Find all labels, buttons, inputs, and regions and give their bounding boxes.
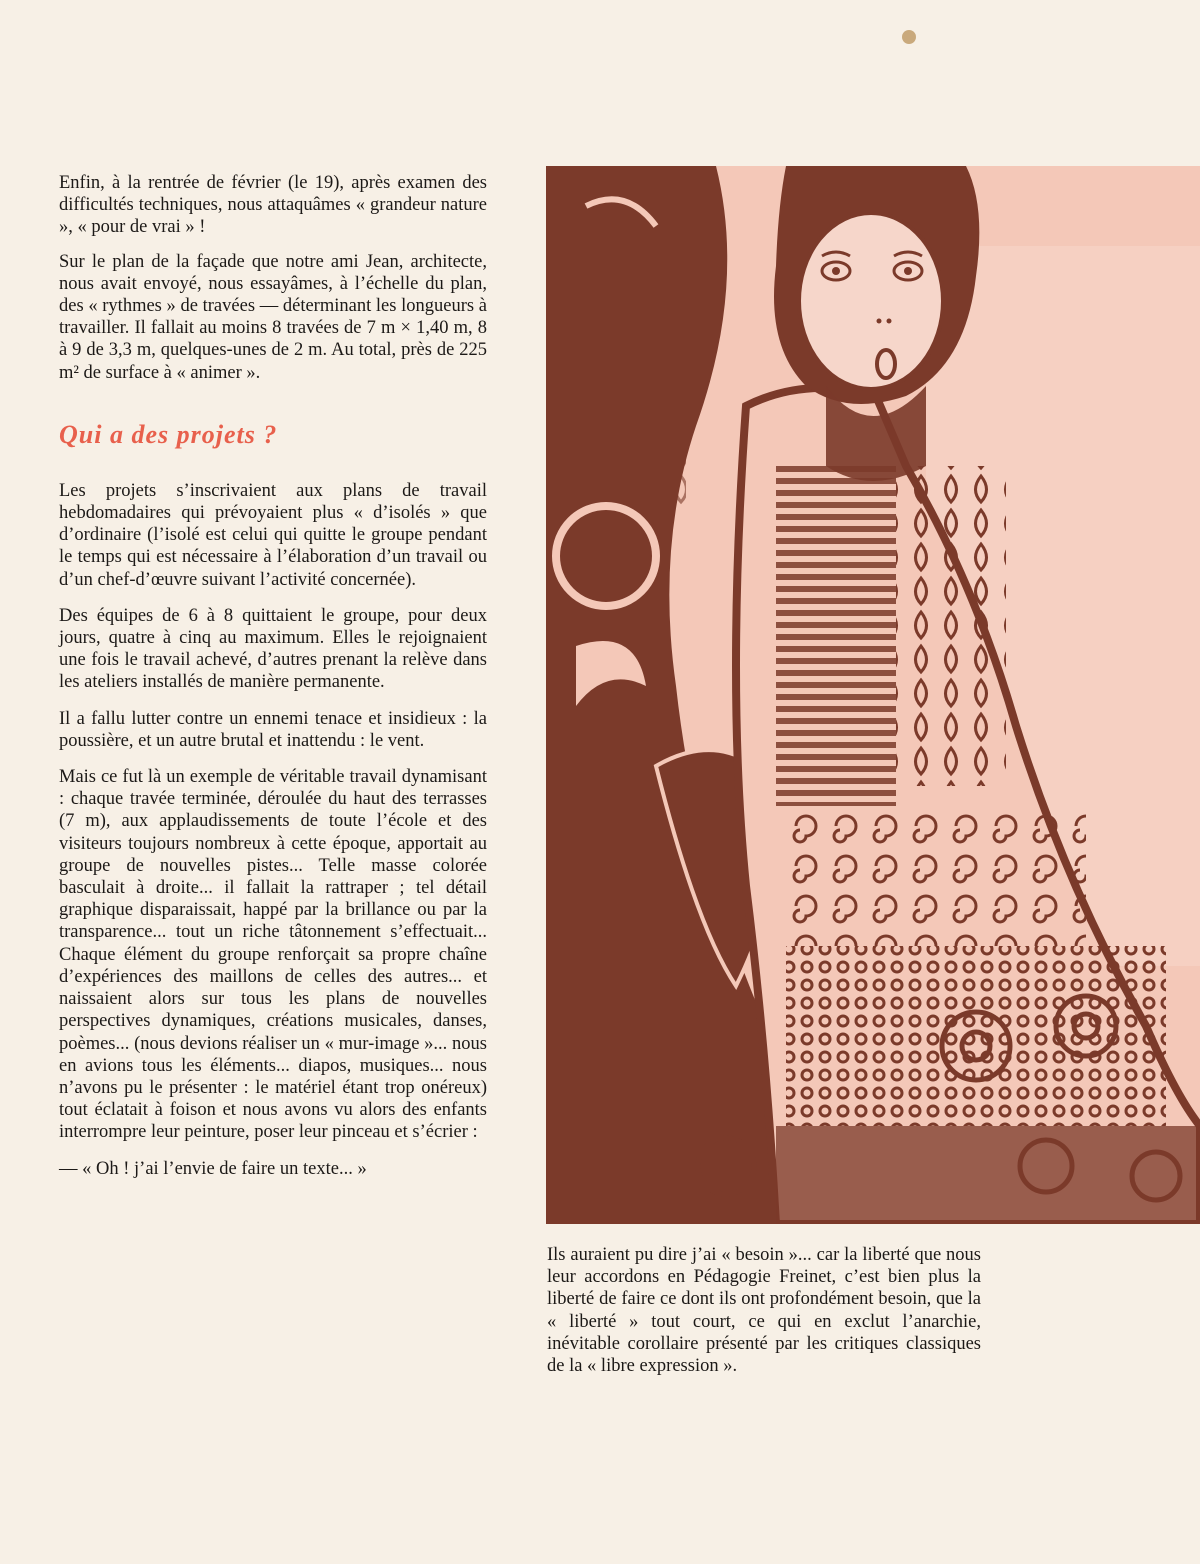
body-paragraph-2: Des équipes de 6 à 8 quittaient le groupe, pour deux jours, quatre à cinq au maximum. Elles le rejoignaient une fois le travail achevé, d’autres prenant la relève dans les ateliers installés de manière permanente. [59, 605, 487, 693]
intro-paragraph-2: Sur le plan de la façade que notre ami Jean, architecte, nous avait envoyé, nous essayâmes, à l’échelle du plan, des « rythmes » de travées — déterminant les longueurs à travailler. Il fallait au moins 8 travées de 7 m × 1,40 m, 8 à 9 de 3,3 m, quelques-unes de 2 m. Au total, près de 225 m² de surface à « animer ». [59, 251, 487, 383]
paper-stain [902, 30, 916, 44]
body-paragraph-1: Les projets s’inscrivaient aux plans de travail hebdomadaires qui prévoyaient plus « d’isolés » que d’ordinaire (l’isolé est celui qui quitte le groupe pendant le temps qui est nécessaire à l’élaboration d’un travail ou d’un chef-d’œuvre suivant l’activité concernée). [59, 480, 487, 590]
body-paragraph-4: Mais ce fut là un exemple de véritable travail dynamisant : chaque travée terminée, déroulée du haut des terrasses (7 m), aux applaudissements de toute l’école et des visiteurs toujours nombreux à cette époque, apportait au groupe de nouvelles pistes... Telle masse colorée basculait à droite... il fallait la rattraper ; tel détail graphique disparaissait, happé par la brillance ou par la transparence... tout un riche tâtonnement s’effectuait... Chaque élément du groupe renforçait sa propre chaîne d’expériences des maillons de celles des autres... et naissaient alors sur tous les plans de nouvelles perspectives dynamiques, créations musicales, danses, poèmes... (nous devions réaliser un « mur-image »... nous en avions tous les éléments... diapos, musiques... nous n’avons pu le présenter : le matériel étant trop onéreux) tout éclatait à foison et nous avons vu alors des enfants interrompre leur peinture, poser leur pinceau et s’écrier : [59, 767, 487, 1143]
mural-painting-photo [546, 166, 1200, 1224]
closing-quote: — « Oh ! j’ai l’envie de faire un texte... » [59, 1158, 367, 1179]
figure-caption: Ils auraient pu dire j’ai « besoin »... car la liberté que nous leur accordons en Pédagogie Freinet, c’est bien plus la liberté de faire ce dont ils ont profondément besoin, que la « liberté » tout court, ce qui en exclut l’anarchie, inévitable corollaire présenté par les critiques classiques de la « libre expression ». [547, 1245, 981, 1377]
mural-painting-illustration [546, 166, 1200, 1224]
intro-paragraph-1: Enfin, à la rentrée de février (le 19), après examen des difficultés techniques, nous attaquâmes « grandeur nature », « pour de vrai » ! [59, 173, 487, 238]
doll-face [799, 213, 943, 389]
section-heading: Qui a des projets ? [59, 419, 278, 449]
body-paragraph-3: Il a fallu lutter contre un ennemi tenace et insidieux : la poussière, et un autre brutal et inattendu : le vent. [59, 708, 487, 751]
article-column [59, 172, 487, 1194]
